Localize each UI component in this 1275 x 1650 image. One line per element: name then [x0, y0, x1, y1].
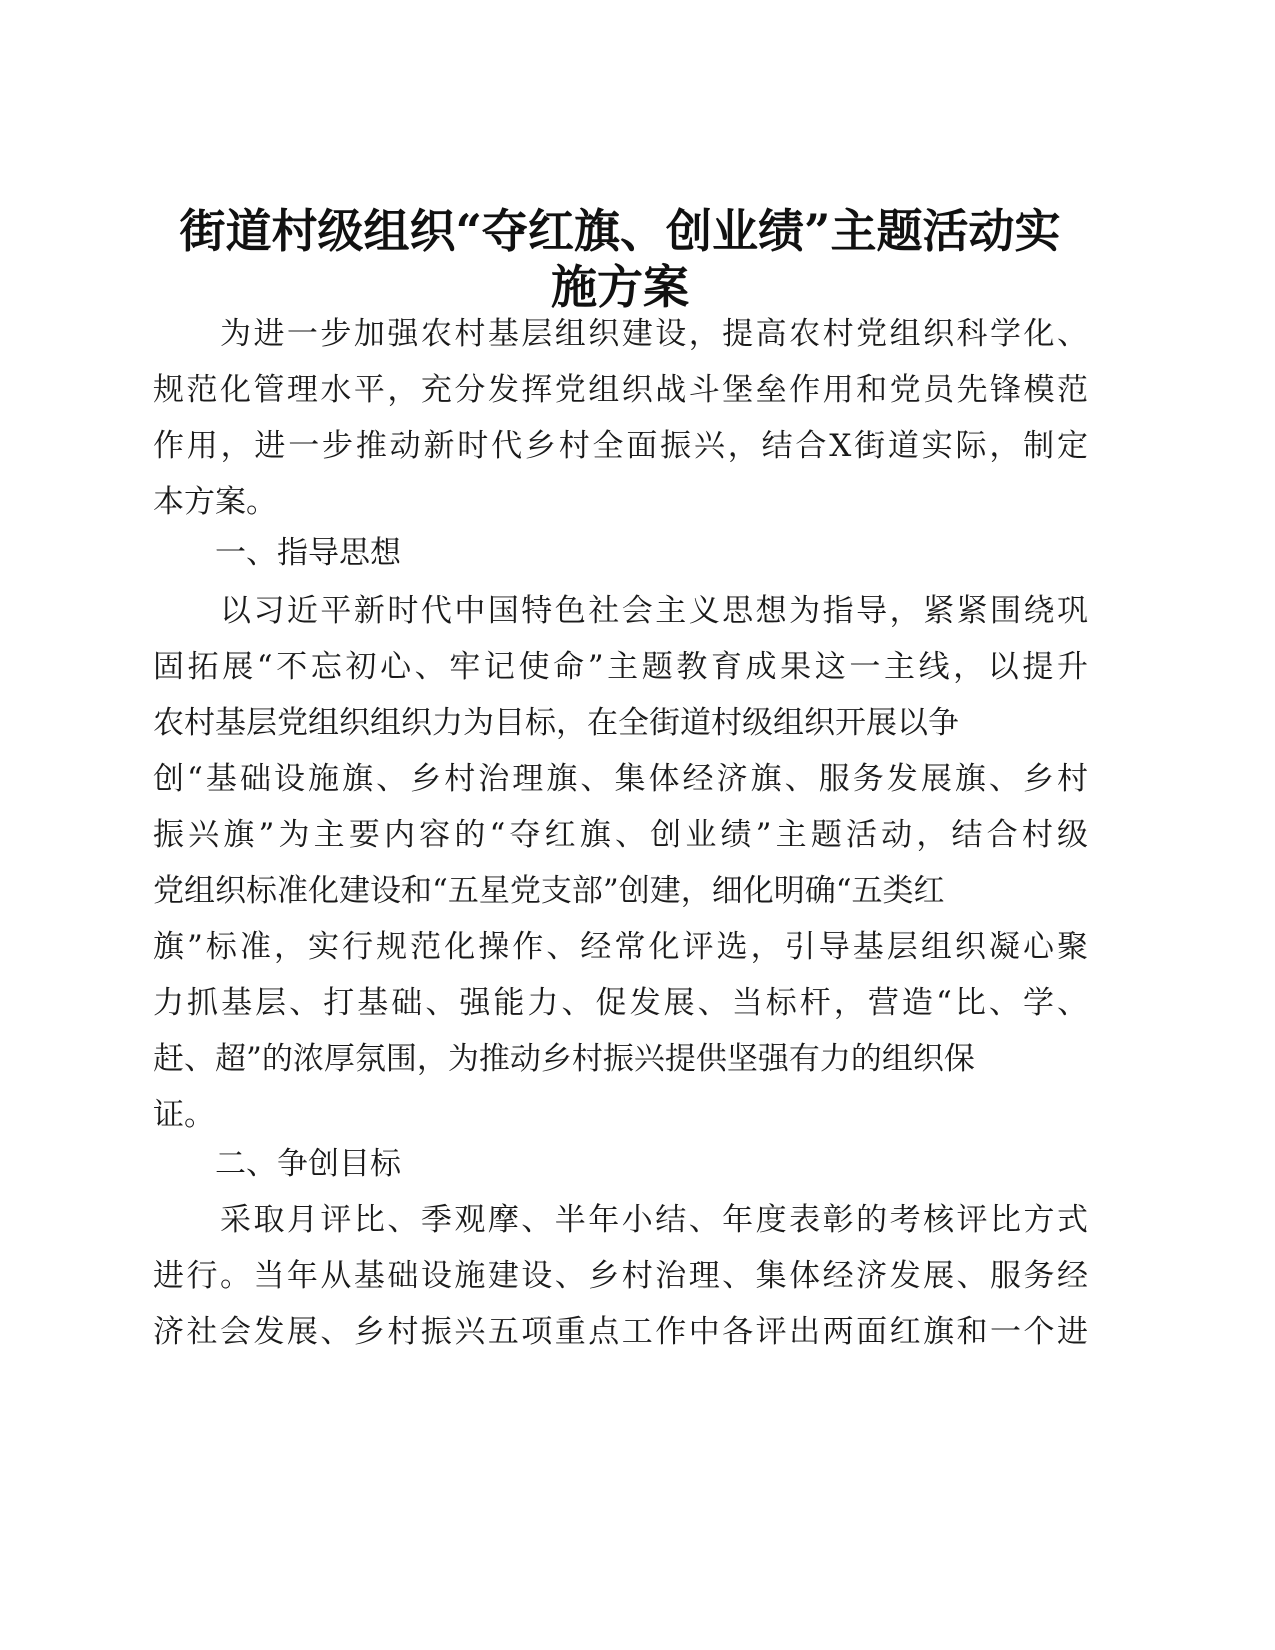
text-line: 进行。当年从基础设施建设、乡村治理、集体经济发展、服务经 — [153, 1258, 1088, 1294]
text-line: 旗”标准，实行规范化操作、经常化评选，引导基层组织凝心聚 — [153, 929, 1088, 965]
text-line: 农村基层党组织组织力为目标，在全街道村级组织开展以争 — [153, 705, 959, 741]
text-line: 赶、超”的浓厚氛围，为推动乡村振兴提供坚强有力的组织保 — [153, 1041, 975, 1077]
text-line: 振兴旗”为主要内容的“夺红旗、创业绩”主题活动，结合村级 — [153, 817, 1088, 853]
section-1-paragraph — [153, 583, 1088, 1143]
section-2-paragraph — [153, 1192, 1088, 1360]
page-title — [150, 203, 1090, 315]
text-line: 固拓展“不忘初心、牢记使命”主题教育成果这一主线，以提升 — [153, 649, 1088, 685]
text-line: 本方案。 — [153, 484, 277, 520]
title-line-2: 施方案 — [551, 259, 689, 314]
text-line: 规范化管理水平，充分发挥党组织战斗堡垒作用和党员先锋模范 — [153, 372, 1088, 408]
section-heading-guiding-thought: 一、指导思想 — [153, 535, 401, 571]
text-line: 创“基础设施旗、乡村治理旗、集体经济旗、服务发展旗、乡村 — [153, 761, 1088, 797]
text-line: 力抓基层、打基础、强能力、促发展、当标杆，营造“比、学、 — [153, 985, 1088, 1021]
text-line: 证。 — [153, 1097, 215, 1133]
text-line: 作用，进一步推动新时代乡村全面振兴，结合X街道实际，制定 — [153, 428, 1088, 464]
text-line: 为进一步加强农村基层组织建设，提高农村党组织科学化、 — [153, 316, 1088, 352]
section-heading-goals: 二、争创目标 — [153, 1146, 401, 1182]
text-line: 以习近平新时代中国特色社会主义思想为指导，紧紧围绕巩 — [153, 593, 1088, 629]
text-line: 济社会发展、乡村振兴五项重点工作中各评出两面红旗和一个进 — [153, 1314, 1088, 1350]
title-line-1: 街道村级组织“夺红旗、创业绩”主题活动实 — [179, 203, 1061, 258]
text-line: 采取月评比、季观摩、半年小结、年度表彰的考核评比方式 — [153, 1202, 1088, 1238]
text-line: 党组织标准化建设和“五星党支部”创建，细化明确“五类红 — [153, 873, 945, 909]
intro-paragraph — [153, 306, 1088, 530]
